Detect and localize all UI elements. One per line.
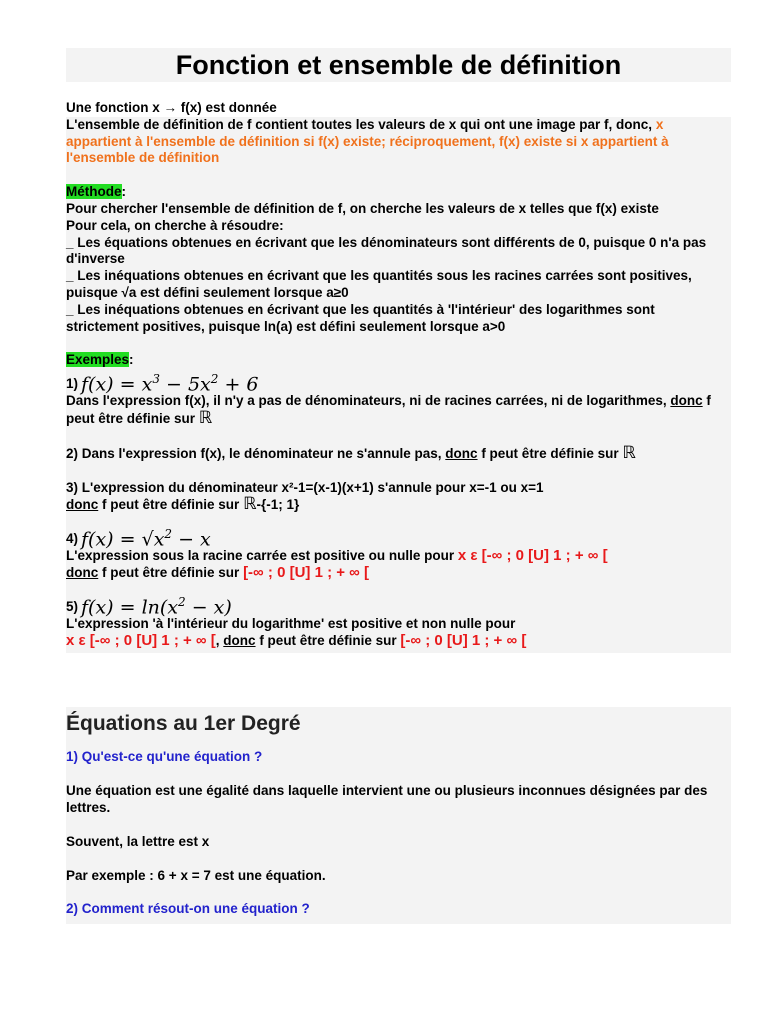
- method-bullet-logarithms: _ Les inéquations obtenues en écrivant que les quantités à 'l'intérieur' des logarithmes sont strictement positives, puisque ln(a) est défini seulement lorsque a>0: [66, 301, 655, 334]
- section-2-title: Équations au 1er Degré: [66, 712, 301, 736]
- question-1-heading: 1) Qu'est-ce qu'une équation ?: [66, 749, 263, 765]
- example-1-formula: $f(x) = x^3 - 5x^2 + 6$: [81, 372, 259, 396]
- example-5-domain: [-∞ ; 0 [U] 1 ; + ∞ [: [400, 631, 527, 649]
- donc-underlined: donc: [66, 564, 99, 580]
- intro-text: L'ensemble de définition de f contient toutes les valeurs de x qui ont une image par f, donc,: [66, 116, 653, 132]
- donc-underlined: donc: [670, 393, 703, 409]
- example-4-equation: [66, 524, 731, 551]
- document-page: [66, 48, 731, 924]
- intro-highlight-text: x appartient à l'ensemble de définition si f(x) existe; réciproquement, f(x) existe si x appartient à l'ensemble de définition: [66, 116, 669, 166]
- examples-heading: [66, 352, 731, 369]
- letter-note: Souvent, la lettre est x: [66, 833, 210, 849]
- example-3-conclusion: donc f peut être définie sur ℝ-{-1; 1}: [66, 494, 300, 515]
- example-5-explanation: L'expression 'à l'intérieur du logarithme' est positive et non nulle pour: [66, 615, 516, 631]
- example-5-conclusion: x ε [-∞ ; 0 [U] 1 ; + ∞ [, donc f peut être définie sur [-∞ ; 0 [U] 1 ; + ∞ [: [66, 631, 527, 649]
- example-1-equation: [66, 369, 731, 396]
- example-4-conclusion: donc f peut être définie sur [-∞ ; 0 [U] 1 ; + ∞ [: [66, 563, 370, 581]
- method-heading: [66, 184, 731, 201]
- method-paragraph-1: Pour chercher l'ensemble de définition de f, on cherche les valeurs de x telles que f(x) existe: [66, 200, 659, 216]
- reals-symbol: ℝ: [198, 407, 213, 428]
- example-5-formula: $f(x) = \ln(x^2 - x)$: [81, 594, 232, 618]
- equation-example: Par exemple : 6 + x = 7 est une équation.: [66, 867, 326, 883]
- donc-underlined: donc: [445, 445, 478, 461]
- example-5-equation: [66, 592, 731, 616]
- intro-paragraph: [66, 117, 731, 167]
- example-5-interval: x ε [-∞ ; 0 [U] 1 ; + ∞ [: [66, 631, 216, 649]
- method-colon: :: [121, 184, 126, 200]
- examples-label: Exemples: [66, 352, 130, 368]
- donc-underlined: donc: [66, 497, 99, 513]
- example-4-domain: [-∞ ; 0 [U] 1 ; + ∞ [: [243, 563, 370, 581]
- examples-colon: :: [129, 352, 134, 368]
- example-5-number: 5): [66, 598, 79, 614]
- example-4-number: 4): [66, 531, 79, 547]
- example-4-explanation: L'expression sous la racine carrée est positive ou nulle pour x ε [-∞ ; 0 [U] 1 ; + ∞ [: [66, 547, 608, 565]
- method-bullet-denominators: _ Les équations obtenues en écrivant que les dénominateurs sont différents de 0, puisque 0 n'a pas d'inverse: [66, 234, 707, 267]
- method-section: [66, 167, 731, 653]
- reals-symbol: ℝ: [622, 442, 636, 463]
- method-paragraph-2: Pour cela, on cherche à résoudre:: [66, 217, 284, 233]
- example-2-explanation: 2) Dans l'expression f(x), le dénominateur ne s'annule pas, donc f peut être définie sur ℝ: [66, 442, 636, 463]
- question-2-heading: 2) Comment résout-on une équation ?: [66, 901, 310, 917]
- method-bullet-square-roots: _ Les inéquations obtenues en écrivant que les quantités sous les racines carrées sont positives, puisque √a est défini seulement lorsque a≥0: [66, 268, 692, 300]
- example-3-explanation: 3) L'expression du dénominateur x²-1=(x-1)(x+1) s'annule pour x=-1 ou x=1: [66, 479, 544, 495]
- intro-line-1: Une fonction x → f(x) est donnée: [66, 100, 277, 115]
- reals-symbol: ℝ: [243, 494, 257, 515]
- section-equations-first-degree: [66, 707, 731, 924]
- example-1-number: 1): [66, 376, 79, 392]
- donc-underlined: donc: [223, 632, 256, 648]
- example-4-interval: x ε [-∞ ; 0 [U] 1 ; + ∞ [: [457, 547, 608, 565]
- example-4-formula: $f(x) = √x^2 - x$: [81, 527, 211, 551]
- equation-definition: Une équation est une égalité dans laquelle intervient une ou plusieurs inconnues désignées par des lettres.: [66, 783, 708, 815]
- method-label: Méthode: [66, 184, 122, 200]
- example-1-explanation: Dans l'expression f(x), il n'y a pas de dénominateurs, ni de racines carrées, ni de logarithmes, donc f peut être définie sur ℝ: [66, 393, 711, 428]
- page-title: Fonction et ensemble de définition: [66, 48, 731, 82]
